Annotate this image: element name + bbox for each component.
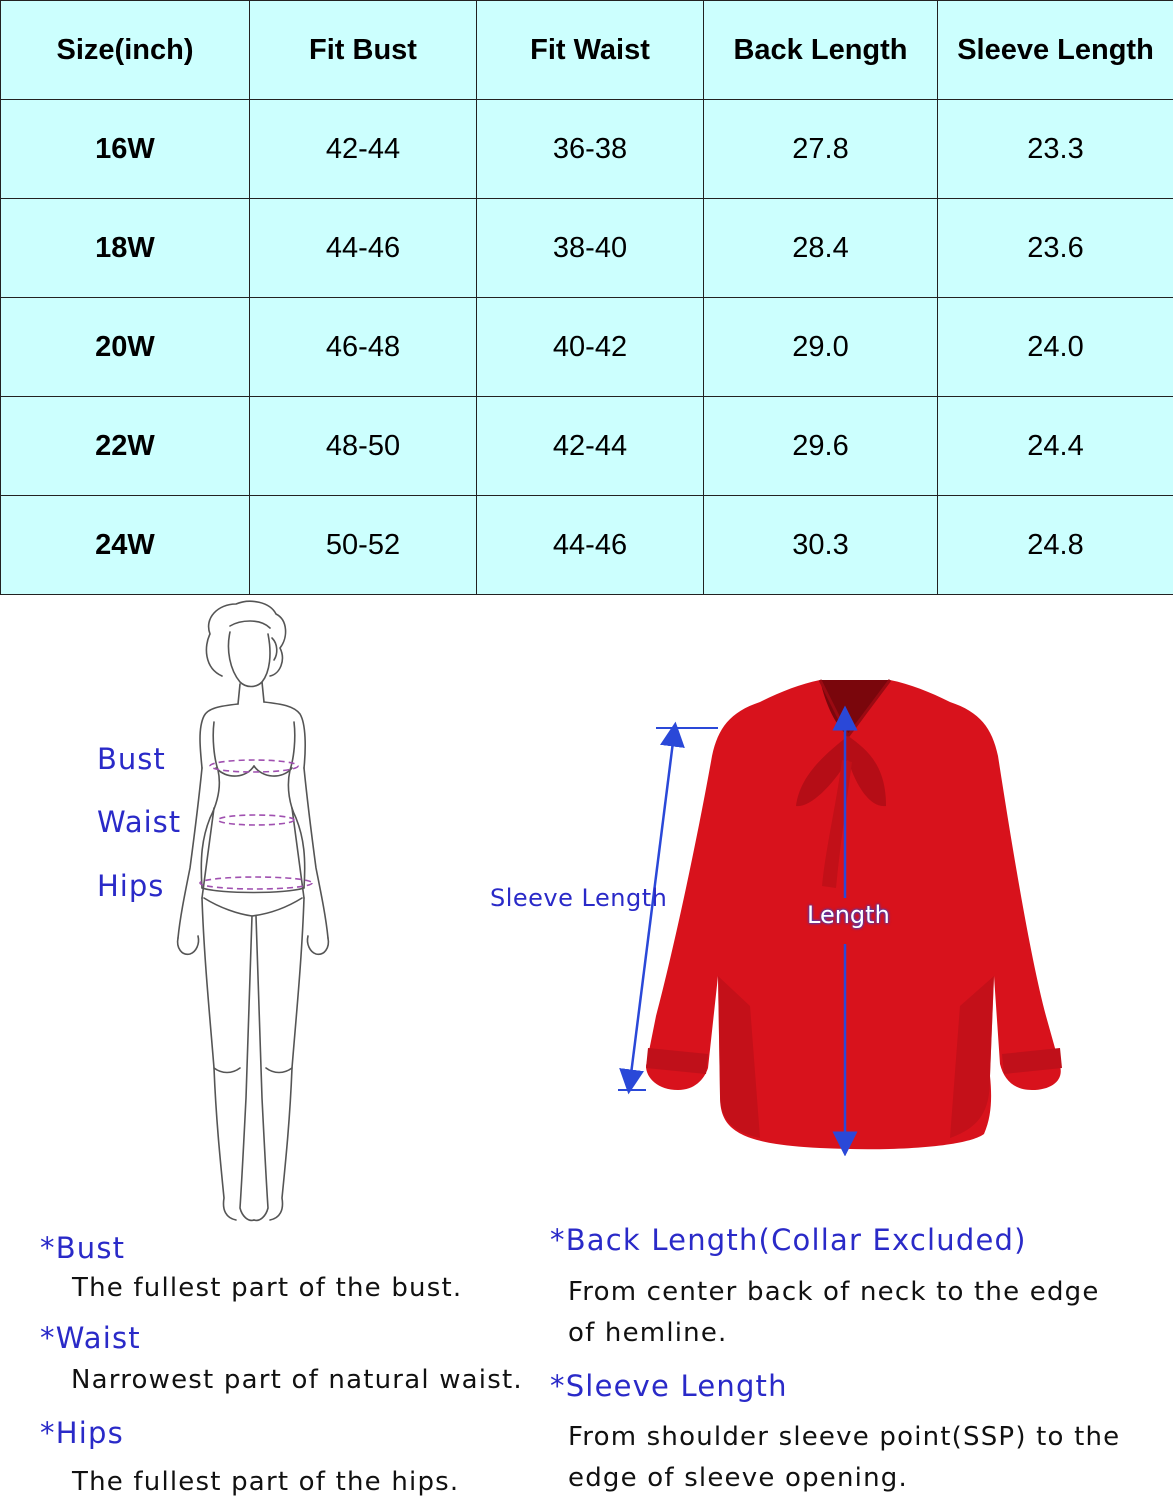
sleeve-length-cell: 24.4 [938, 397, 1173, 496]
sleeve-length-figure-label: Sleeve Length [490, 884, 668, 912]
table-row [1, 298, 1173, 397]
size-cell: 24W [1, 496, 250, 595]
sleeve-length-cell: 24.0 [938, 298, 1173, 397]
table-row [1, 100, 1173, 199]
table-row [1, 199, 1173, 298]
sleeve-length-definition-line1: From shoulder sleeve point(SSP) to the [568, 1422, 1121, 1452]
sleeve-length-definition-title: *Sleeve Length [550, 1369, 788, 1403]
back-length-cell: 29.0 [704, 298, 938, 397]
size-chart-table [0, 0, 1173, 595]
size-cell: 16W [1, 100, 250, 199]
back-length-cell: 27.8 [704, 100, 938, 199]
back-length-cell: 28.4 [704, 199, 938, 298]
sleeve-length-cell: 23.6 [938, 199, 1173, 298]
sleeve-length-cell: 23.3 [938, 100, 1173, 199]
waist-label: Waist [97, 805, 182, 839]
sleeve-length-cell: 24.8 [938, 496, 1173, 595]
waist-cell: 44-46 [477, 496, 704, 595]
table-row [1, 496, 1173, 595]
back-length-definition-line2: of hemline. [568, 1318, 728, 1348]
hips-definition-title: *Hips [40, 1416, 124, 1450]
sleeve-length-definition-line2: edge of sleeve opening. [568, 1463, 908, 1493]
header-fit-waist: Fit Waist [477, 1, 704, 100]
hips-definition-text: The fullest part of the hips. [72, 1467, 460, 1497]
back-length-definition-title: *Back Length(Collar Excluded) [550, 1223, 1027, 1257]
bust-definition-title: *Bust [40, 1231, 126, 1265]
length-figure-label: Length [807, 901, 890, 929]
bust-cell: 46-48 [250, 298, 477, 397]
size-cell: 22W [1, 397, 250, 496]
waist-cell: 40-42 [477, 298, 704, 397]
bust-cell: 50-52 [250, 496, 477, 595]
waist-cell: 42-44 [477, 397, 704, 496]
waist-cell: 38-40 [477, 199, 704, 298]
table-row [1, 397, 1173, 496]
header-size: Size(inch) [1, 1, 250, 100]
header-sleeve-length: Sleeve Length [938, 1, 1173, 100]
bust-cell: 42-44 [250, 100, 477, 199]
bust-cell: 48-50 [250, 397, 477, 496]
waist-definition-title: *Waist [40, 1321, 141, 1355]
bust-cell: 44-46 [250, 199, 477, 298]
body-outline-figure [170, 598, 345, 1230]
header-back-length: Back Length [704, 1, 938, 100]
back-length-cell: 30.3 [704, 496, 938, 595]
hips-label: Hips [97, 869, 165, 903]
header-fit-bust: Fit Bust [250, 1, 477, 100]
size-cell: 18W [1, 199, 250, 298]
waist-definition-text: Narrowest part of natural waist. [71, 1365, 523, 1395]
bust-definition-text: The fullest part of the bust. [72, 1273, 463, 1303]
table-header-row [1, 1, 1173, 100]
back-length-definition-line1: From center back of neck to the edge [568, 1277, 1100, 1307]
size-cell: 20W [1, 298, 250, 397]
back-length-cell: 29.6 [704, 397, 938, 496]
waist-cell: 36-38 [477, 100, 704, 199]
bust-label: Bust [97, 742, 166, 776]
